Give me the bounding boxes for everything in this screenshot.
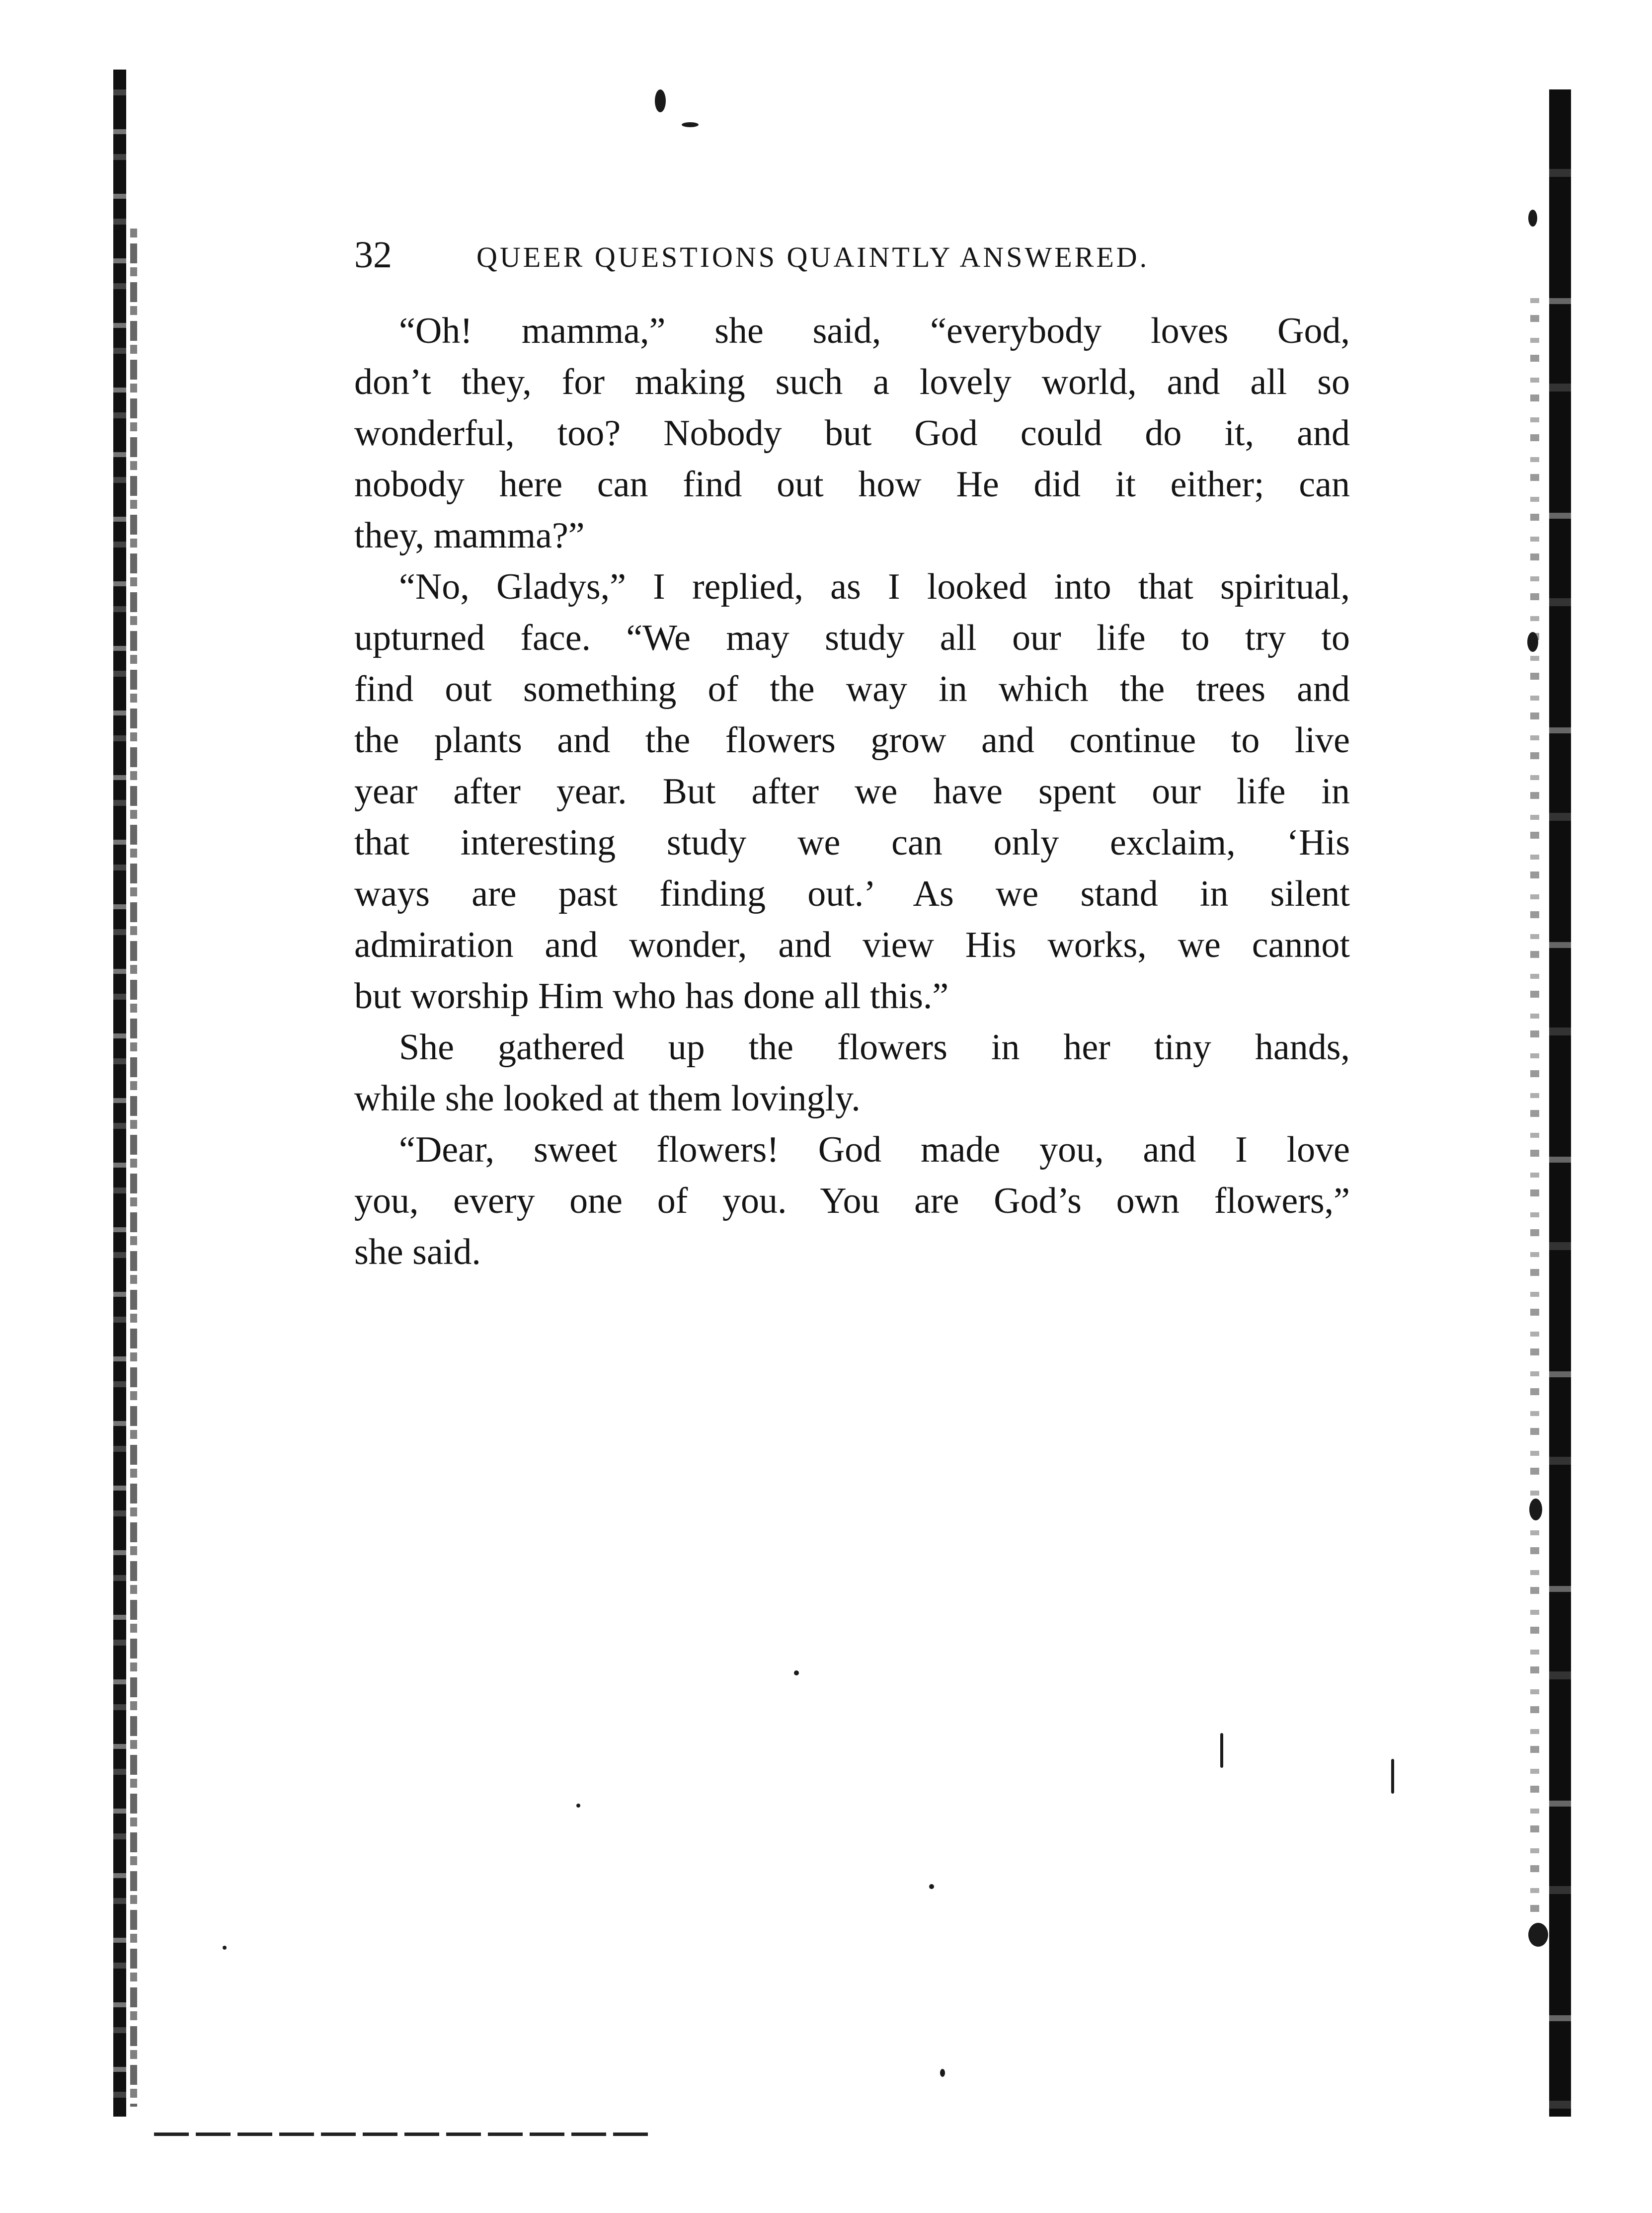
text-line: admiration and wonder, and view His works, we cannot (354, 925, 1350, 965)
ink-speck (1220, 1733, 1223, 1768)
ink-speck (223, 1946, 227, 1950)
ink-speck (576, 1804, 580, 1808)
scan-edge-left-inner (130, 229, 137, 2107)
text-line: “No, Gladys,” I replied, as I looked into that spiritual, (399, 566, 1350, 607)
text-line: don’t they, for making such a lovely world, and all so (354, 362, 1350, 402)
text-line: find out something of the way in which the trees and (354, 669, 1350, 710)
running-title: QUEER QUESTIONS QUAINTLY ANSWERED. (476, 241, 1150, 273)
text-line: She gathered up the flowers in her tiny hands, (399, 1027, 1350, 1068)
ink-speck (1528, 1923, 1548, 1947)
text-line: that interesting study we can only exclaim, ‘His (354, 822, 1350, 863)
text-line: “Oh! mamma,” she said, “everybody loves God, (399, 311, 1350, 351)
body-text (354, 306, 1350, 1278)
scan-edge-right-inner (1530, 298, 1539, 1938)
running-head (354, 228, 1259, 287)
ink-speck (655, 89, 666, 112)
scan-edge-bottom (154, 2133, 651, 2136)
text-line: you, every one of you. You are God’s own flowers,” (354, 1181, 1350, 1221)
text-line: the plants and the flowers grow and continue to live (354, 720, 1350, 761)
text-line: wonderful, too? Nobody but God could do it, and (354, 413, 1350, 454)
ink-speck (940, 2069, 945, 2077)
text-line: “Dear, sweet flowers! God made you, and I love (399, 1129, 1350, 1170)
ink-speck (1529, 1499, 1542, 1520)
ink-speck (1391, 1759, 1394, 1794)
ink-speck (682, 122, 699, 127)
text-line: but worship Him who has done all this.” (354, 976, 949, 1017)
ink-speck (1528, 210, 1537, 227)
text-line: they, mamma?” (354, 515, 585, 556)
ink-speck (1527, 632, 1538, 652)
ink-speck (794, 1670, 799, 1675)
text-line: while she looked at them lovingly. (354, 1078, 861, 1119)
text-line: nobody here can find out how He did it either; can (354, 464, 1350, 505)
text-line: upturned face. “We may study all our life to try to (354, 618, 1350, 658)
text-line: ways are past finding out.’ As we stand in silent (354, 873, 1350, 914)
scan-edge-right (1549, 89, 1571, 2117)
text-line: year after year. But after we have spent our life in (354, 771, 1350, 812)
page-number: 32 (354, 234, 392, 276)
text-line: she said. (354, 1232, 481, 1272)
ink-speck (929, 1884, 934, 1889)
scan-edge-left (113, 70, 126, 2117)
